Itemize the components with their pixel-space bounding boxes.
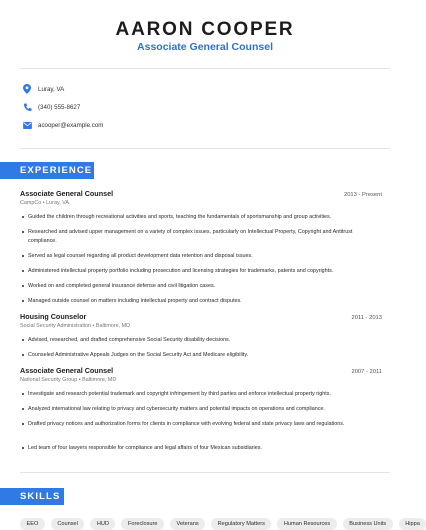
job-entry-2 <box>20 312 382 329</box>
location-text: Luray, VA <box>38 85 65 93</box>
bullet-item: Guided the children through recreational activities and sports, teaching the fundamentals of sportsmanship and group activities. <box>28 213 374 222</box>
job-dates: 2011 - 2013 <box>351 315 382 321</box>
bullet-item: Worked on and completed general insurance defense and civil litigation cases. <box>28 282 374 291</box>
skills-heading: SKILLS <box>0 488 64 505</box>
job-company: National Security Group • Baltimore, MD <box>20 377 117 383</box>
bullet-item: Researched and advised upper management on a variety of complex issues, particularly on Intellectual Property, Copyright and Antitrust compliance. <box>28 228 374 245</box>
skill-chip: HUD <box>90 518 115 530</box>
job-title-headline: Associate General Counsel <box>137 41 273 53</box>
phone-icon <box>20 100 34 114</box>
phone-text: (340) 555-8627 <box>38 103 81 111</box>
bullet-item: Counseled Administrative Appeals Judges on the Social Security Act and Medicare eligibility. <box>28 351 374 360</box>
email-icon <box>20 118 34 132</box>
job-title: Housing Counselor <box>20 312 87 321</box>
contact-phone <box>20 100 80 114</box>
skill-chip: Counsel <box>51 518 85 530</box>
job-title: Associate General Counsel <box>20 189 114 198</box>
email-text: acooper@example.com <box>38 121 104 129</box>
bullet-item: Managed outside counsel on matters including intellectual property and contract disputes. <box>28 297 374 306</box>
job-company: CampCo • Luray, VA <box>20 200 70 206</box>
job-entry-1 <box>20 189 382 206</box>
candidate-name: AARON COOPER <box>115 19 295 40</box>
bullet-item: Led team of four lawyers responsible for compliance and legal affairs of four Mexican subsidiaries. <box>28 444 374 453</box>
bullet-item: Administered intellectual property portfolio including prosecution and licensing strategies for trademarks, patents and copyrights. <box>28 267 374 276</box>
skill-chip: Business Units <box>343 518 393 530</box>
job-dates: 2007 - 2011 <box>351 369 382 375</box>
skill-chip: Foreclosure <box>121 518 164 530</box>
skill-chip: Veterans <box>170 518 205 530</box>
contact-email <box>20 118 103 132</box>
experience-heading: EXPERIENCE <box>0 162 94 179</box>
job-entry-3 <box>20 366 382 383</box>
skill-chip: EEO <box>20 518 45 530</box>
skill-chip: Hippa <box>399 518 426 530</box>
job-dates: 2013 - Present <box>343 192 382 198</box>
header-divider <box>20 68 390 69</box>
skill-chip: Human Resources <box>277 518 336 530</box>
experience-divider <box>20 472 390 473</box>
job-title: Associate General Counsel <box>20 366 114 375</box>
location-pin-icon <box>20 82 34 96</box>
skill-chip: Regulatory Matters <box>211 518 271 530</box>
bullet-item: Advised, researched, and drafted comprehensive Social Security disability decisions. <box>28 336 374 345</box>
bullet-item: Drafted privacy notices and authorization forms for clients in compliance with evolving federal and state privacy laws and regulations. <box>28 420 374 429</box>
contact-location <box>20 82 64 96</box>
skills-list <box>20 518 420 530</box>
job-company: Social Security Administration • Baltimore, MD <box>20 323 131 329</box>
bullet-item: Investigate and research potential trademark and copyright infringement by third parties and enforce intellectual property rights. <box>28 390 374 399</box>
bullet-item: Served as legal counsel regarding all product development data retention and disposal issues. <box>28 252 374 261</box>
contact-divider <box>20 148 390 149</box>
bullet-item: Analyzed international law relating to privacy and cybersecurity matters and potential impacts on operations and compliance. <box>28 405 374 414</box>
